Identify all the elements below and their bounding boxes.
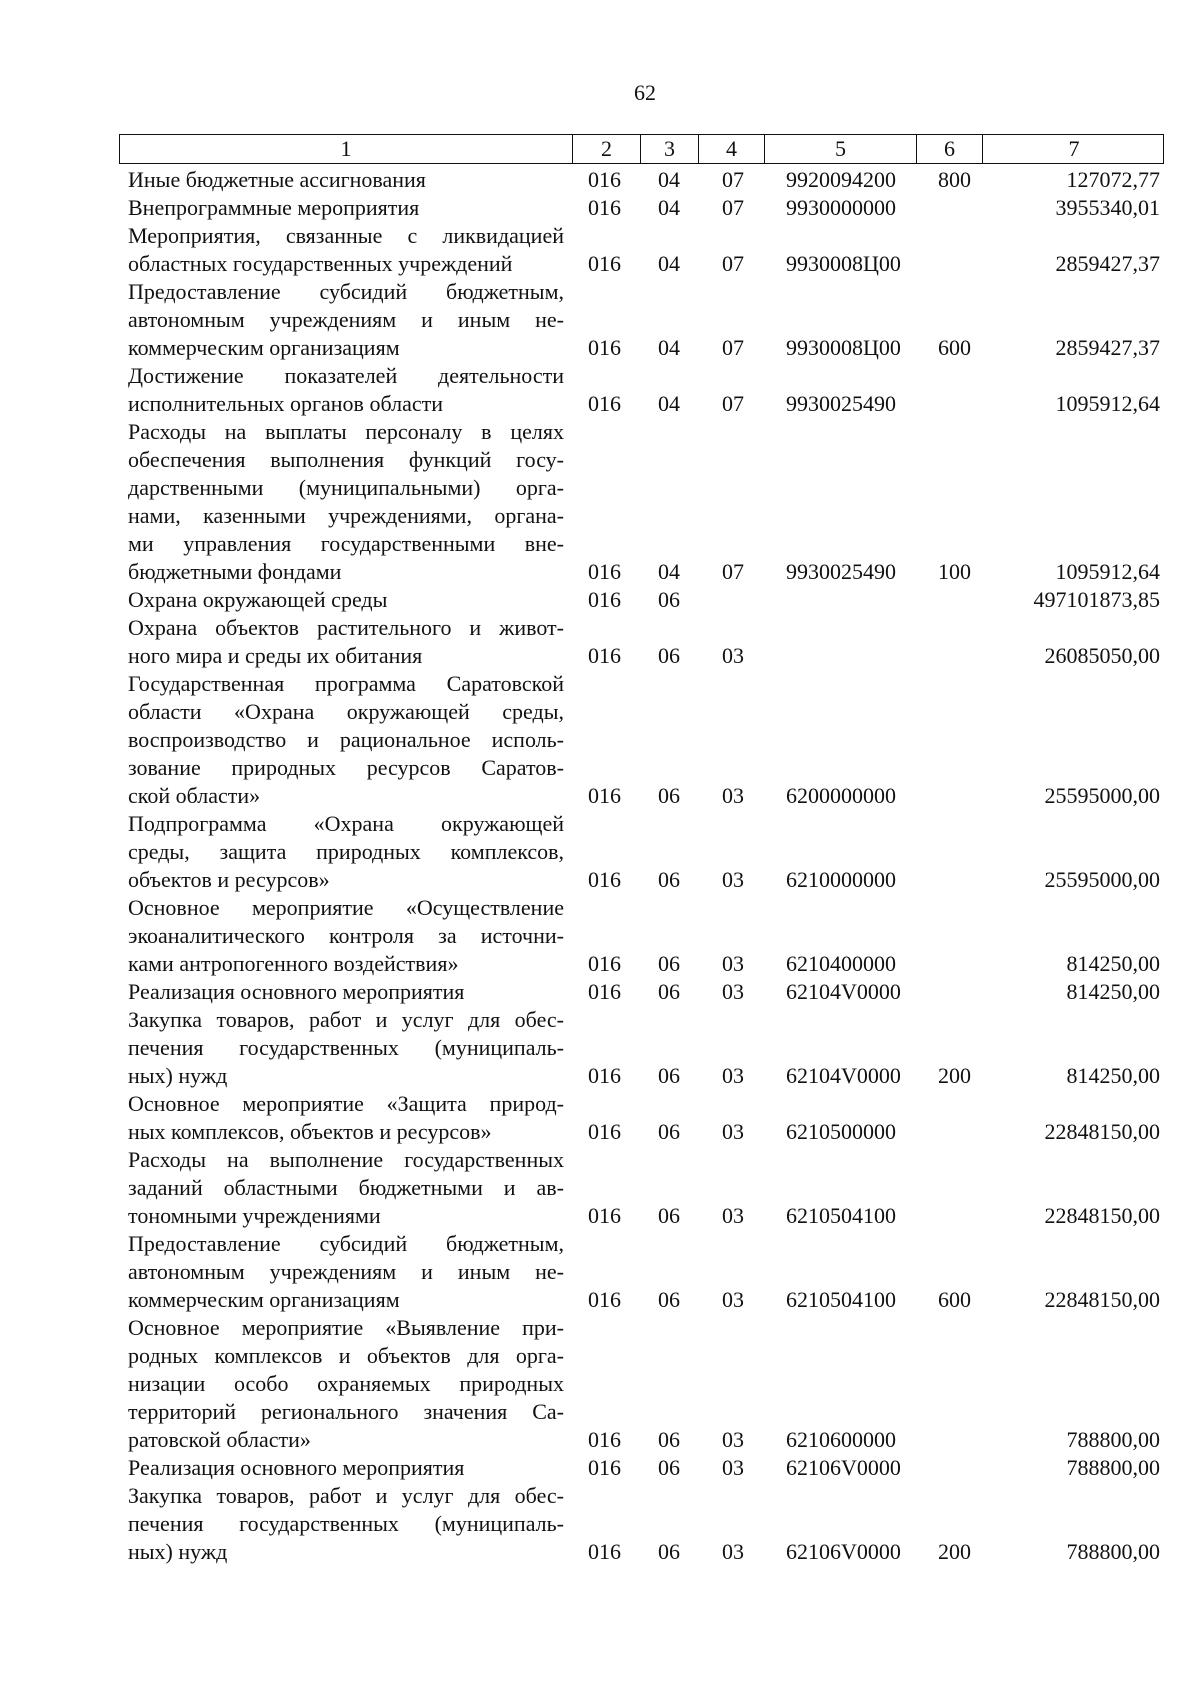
table-row: [0, 894, 1200, 978]
cell-col-7: 3955340,01: [1055, 195, 1160, 220]
row-description: [128, 614, 564, 670]
cell-col-6: [938, 1118, 998, 1146]
description-line: нами, казенными учреждениями, органа-: [128, 503, 564, 528]
cell-col-3: 06: [658, 1539, 680, 1564]
cell-col-6: [938, 1454, 998, 1482]
description-line: Предоставление субсидий бюджетным,: [128, 279, 564, 304]
row-description: [128, 1230, 564, 1314]
cell-col-7: 788800,00: [1066, 1427, 1160, 1452]
cell-col-6: [938, 978, 998, 1006]
cell-col-6: [938, 866, 998, 894]
description-line: ного мира и среды их обитания: [128, 643, 423, 668]
row-description: [128, 810, 564, 894]
row-description: [128, 166, 564, 194]
cell-col-2: 016: [588, 1427, 621, 1452]
description-line: ных) нужд: [128, 1063, 228, 1088]
cell-col-4: 03: [722, 1427, 744, 1452]
table-row: [0, 978, 1200, 1006]
cell-col-6: [938, 642, 998, 670]
description-line: ми управления государственными вне-: [128, 531, 564, 556]
cell-col-7: 814250,00: [1066, 979, 1160, 1004]
cell-col-2: 016: [588, 587, 621, 612]
cell-col-2: 016: [588, 167, 621, 192]
table-row: [0, 614, 1200, 670]
cell-col-6: [938, 1202, 998, 1230]
cell-col-6: 200: [938, 1539, 971, 1564]
cell-col-5: 6210400000: [786, 951, 896, 976]
cell-col-5: 9930008Ц00: [786, 335, 901, 360]
cell-col-5: 6210504100: [786, 1287, 896, 1312]
cell-col-2: 016: [588, 1455, 621, 1480]
description-line: Основное мероприятие «Выявление при-: [128, 1315, 564, 1340]
cell-col-6: 800: [938, 167, 971, 192]
cell-col-2: 016: [588, 251, 621, 276]
cell-col-7: 22848150,00: [1044, 1287, 1160, 1312]
header-col-2: 2: [573, 135, 641, 163]
description-line: родных комплексов и объектов для орга-: [128, 1343, 564, 1368]
table-row: [0, 670, 1200, 810]
description-line: Предоставление субсидий бюджетным,: [128, 1231, 564, 1256]
cell-col-6: [938, 1426, 998, 1454]
cell-col-7: 127072,77: [1066, 167, 1160, 192]
cell-col-3: 06: [658, 1427, 680, 1452]
cell-col-7: 25595000,00: [1044, 783, 1160, 808]
table-row: [0, 1230, 1200, 1314]
cell-col-6: 200: [938, 1063, 971, 1088]
cell-col-2: 016: [588, 1539, 621, 1564]
row-description: [128, 418, 564, 586]
cell-col-4: 03: [722, 951, 744, 976]
description-line: зование природных ресурсов Саратов-: [128, 755, 564, 780]
cell-col-3: 04: [658, 195, 680, 220]
row-description: [128, 894, 564, 978]
cell-col-7: 1095912,64: [1055, 559, 1160, 584]
table-body: [0, 166, 1200, 1566]
table-row: [0, 1006, 1200, 1090]
cell-col-7: 1095912,64: [1055, 391, 1160, 416]
cell-col-4: 03: [722, 1455, 744, 1480]
cell-col-3: 04: [658, 335, 680, 360]
cell-col-2: 016: [588, 559, 621, 584]
cell-col-5: 6210500000: [786, 1119, 896, 1144]
cell-col-2: 016: [588, 1203, 621, 1228]
cell-col-4: 07: [722, 251, 744, 276]
cell-col-3: 04: [658, 251, 680, 276]
table-row: [0, 194, 1200, 222]
description-line: экоаналитического контроля за источни-: [128, 923, 564, 948]
cell-col-7: 497101873,85: [1033, 587, 1160, 612]
description-line: Основное мероприятие «Осуществление: [128, 895, 564, 920]
row-description: [128, 1454, 564, 1482]
description-line: Подпрограмма «Охрана окружающей: [128, 811, 564, 836]
cell-col-3: 06: [658, 1287, 680, 1312]
cell-col-3: 06: [658, 643, 680, 668]
table-row: [0, 278, 1200, 362]
row-description: [128, 362, 564, 418]
cell-col-7: 788800,00: [1066, 1539, 1160, 1564]
cell-col-3: 04: [658, 559, 680, 584]
row-description: [128, 670, 564, 810]
description-line: ратовской области»: [128, 1427, 311, 1452]
description-line: Реализация основного мероприятия: [128, 1455, 465, 1480]
cell-col-7: 814250,00: [1066, 1063, 1160, 1088]
cell-col-2: 016: [588, 979, 621, 1004]
cell-col-3: 06: [658, 1455, 680, 1480]
cell-col-2: 016: [588, 1063, 621, 1088]
description-line: ных) нужд: [128, 1539, 228, 1564]
description-line: Мероприятия, связанные с ликвидацией: [128, 223, 564, 248]
table-row: [0, 1482, 1200, 1566]
cell-col-5: 9930025490: [786, 391, 896, 416]
header-col-6: 6: [917, 135, 983, 163]
cell-col-2: 016: [588, 951, 621, 976]
header-col-3: 3: [641, 135, 699, 163]
cell-col-6: [938, 250, 998, 278]
cell-col-4: 03: [722, 1287, 744, 1312]
cell-col-2: 016: [588, 1287, 621, 1312]
cell-col-3: 04: [658, 391, 680, 416]
cell-col-4: 07: [722, 335, 744, 360]
table-row: [0, 362, 1200, 418]
table-row: [0, 418, 1200, 586]
cell-col-4: 07: [722, 391, 744, 416]
description-line: Охрана объектов растительного и живот-: [128, 615, 564, 640]
table-row: [0, 166, 1200, 194]
cell-col-4: 07: [722, 167, 744, 192]
cell-col-7: 788800,00: [1066, 1455, 1160, 1480]
cell-col-7: 2859427,37: [1055, 251, 1160, 276]
cell-col-5: [786, 586, 926, 614]
cell-col-5: 9930000000: [786, 195, 896, 220]
cell-col-3: 06: [658, 1063, 680, 1088]
table-row: [0, 810, 1200, 894]
cell-col-6: [938, 194, 998, 222]
description-line: бюджетными фондами: [128, 559, 342, 584]
cell-col-2: 016: [588, 391, 621, 416]
row-description: [128, 1146, 564, 1230]
cell-col-4: 03: [722, 1063, 744, 1088]
description-line: исполнительных органов области: [128, 391, 443, 416]
cell-col-5: 62104V0000: [786, 1063, 901, 1088]
cell-col-5: 6210600000: [786, 1427, 896, 1452]
description-line: автономным учреждениям и иным не-: [128, 307, 564, 332]
row-description: [128, 978, 564, 1006]
cell-col-7: 814250,00: [1066, 951, 1160, 976]
cell-col-2: 016: [588, 867, 621, 892]
cell-col-5: 62106V0000: [786, 1455, 901, 1480]
description-line: Реализация основного мероприятия: [128, 979, 465, 1004]
cell-col-6: 600: [938, 1287, 971, 1312]
cell-col-4: 03: [722, 1203, 744, 1228]
cell-col-6: [938, 950, 998, 978]
table-header: [119, 134, 1164, 164]
cell-col-5: 9920094200: [786, 167, 896, 192]
table-row: [0, 586, 1200, 614]
cell-col-3: 06: [658, 587, 680, 612]
description-line: Расходы на выплаты персоналу в целях: [128, 419, 564, 444]
cell-col-3: 04: [658, 167, 680, 192]
cell-col-6: [938, 782, 998, 810]
header-col-4: 4: [699, 135, 765, 163]
table-row: [0, 1454, 1200, 1482]
cell-col-4: 07: [722, 195, 744, 220]
table-row: [0, 1146, 1200, 1230]
cell-col-6: [938, 390, 998, 418]
description-line: области «Охрана окружающей среды,: [128, 699, 564, 724]
description-line: Достижение показателей деятельности: [128, 363, 564, 388]
cell-col-4: [722, 586, 762, 614]
table-row: [0, 1314, 1200, 1454]
cell-col-5: 9930008Ц00: [786, 251, 901, 276]
description-line: ской области»: [128, 783, 261, 808]
description-line: заданий областными бюджетными и ав-: [128, 1175, 564, 1200]
description-line: Закупка товаров, работ и услуг для обес-: [128, 1007, 564, 1032]
row-description: [128, 1314, 564, 1454]
cell-col-7: 22848150,00: [1044, 1203, 1160, 1228]
description-line: обеспечения выполнения функций госу-: [128, 447, 564, 472]
cell-col-4: 03: [722, 643, 744, 668]
cell-col-4: 03: [722, 1119, 744, 1144]
header-col-7: 7: [1068, 136, 1080, 161]
description-line: печения государственных (муниципаль-: [128, 1035, 564, 1060]
cell-col-3: 06: [658, 783, 680, 808]
cell-col-3: 06: [658, 951, 680, 976]
description-line: Закупка товаров, работ и услуг для обес-: [128, 1483, 564, 1508]
description-line: дарственными (муниципальными) орга-: [128, 475, 564, 500]
cell-col-6: 600: [938, 335, 971, 360]
cell-col-5: 6210504100: [786, 1203, 896, 1228]
description-line: Иные бюджетные ассигнования: [128, 167, 426, 192]
row-description: [128, 1006, 564, 1090]
cell-col-4: 03: [722, 1539, 744, 1564]
description-line: печения государственных (муниципаль-: [128, 1511, 564, 1536]
cell-col-5: 62104V0000: [786, 979, 901, 1004]
row-description: [128, 222, 564, 278]
description-line: автономным учреждениям и иным не-: [128, 1259, 564, 1284]
description-line: ками антропогенного воздействия»: [128, 951, 459, 976]
description-line: Охрана окружающей среды: [128, 587, 388, 612]
cell-col-5: 6200000000: [786, 783, 896, 808]
description-line: ных комплексов, объектов и ресурсов»: [128, 1119, 492, 1144]
cell-col-6: [938, 586, 998, 614]
cell-col-2: 016: [588, 643, 621, 668]
description-line: Основное мероприятие «Защита природ-: [128, 1091, 564, 1116]
cell-col-7: 25595000,00: [1044, 867, 1160, 892]
cell-col-4: 03: [722, 979, 744, 1004]
cell-col-4: 07: [722, 559, 744, 584]
header-col-1: 1: [120, 135, 573, 163]
description-line: объектов и ресурсов»: [128, 867, 330, 892]
description-line: коммерческим организациям: [128, 335, 400, 360]
description-line: Государственная программа Саратовской: [128, 671, 564, 696]
page-number: 62: [634, 80, 656, 105]
cell-col-4: 03: [722, 783, 744, 808]
table-row: [0, 222, 1200, 278]
cell-col-3: 06: [658, 1119, 680, 1144]
header-col-5: 5: [765, 135, 917, 163]
description-line: тономными учреждениями: [128, 1203, 381, 1228]
cell-col-7: 26085050,00: [1044, 643, 1160, 668]
description-line: Внепрограммные мероприятия: [128, 195, 420, 220]
cell-col-5: 9930025490: [786, 559, 896, 584]
description-line: Расходы на выполнение государственных: [128, 1147, 564, 1172]
cell-col-2: 016: [588, 195, 621, 220]
description-line: областных государственных учреждений: [128, 251, 513, 276]
row-description: [128, 586, 564, 614]
cell-col-7: 2859427,37: [1055, 335, 1160, 360]
cell-col-2: 016: [588, 783, 621, 808]
table-row: [0, 1090, 1200, 1146]
description-line: воспроизводство и рациональное исполь-: [128, 727, 564, 752]
description-line: территорий регионального значения Са-: [128, 1399, 564, 1424]
description-line: низации особо охраняемых природных: [128, 1371, 564, 1396]
cell-col-3: 06: [658, 979, 680, 1004]
cell-col-2: 016: [588, 335, 621, 360]
row-description: [128, 1090, 564, 1146]
description-line: коммерческим организациям: [128, 1287, 400, 1312]
cell-col-2: 016: [588, 1119, 621, 1144]
description-line: среды, защита природных комплексов,: [128, 839, 564, 864]
cell-col-3: 06: [658, 1203, 680, 1228]
cell-col-6: 100: [938, 559, 971, 584]
row-description: [128, 194, 564, 222]
cell-col-5: 6210000000: [786, 867, 896, 892]
cell-col-5: [786, 642, 926, 670]
cell-col-7: 22848150,00: [1044, 1119, 1160, 1144]
cell-col-4: 03: [722, 867, 744, 892]
cell-col-5: 62106V0000: [786, 1539, 901, 1564]
cell-col-3: 06: [658, 867, 680, 892]
row-description: [128, 278, 564, 362]
row-description: [128, 1482, 564, 1566]
